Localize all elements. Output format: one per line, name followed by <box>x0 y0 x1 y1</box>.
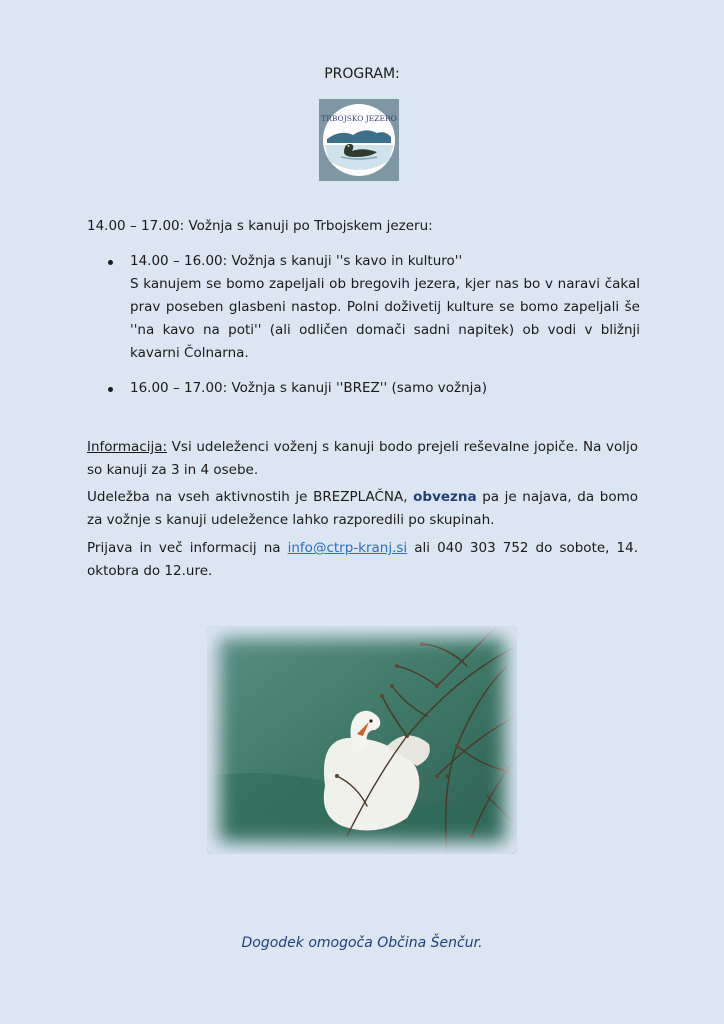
logo-lettering: TRBOJSKO JEZERO <box>321 114 397 123</box>
item-heading: 14.00 – 16.00: Vožnja s kanuji ''s kavo in kulturo'' <box>130 253 463 269</box>
item-body: S kanujem se bomo zapeljali ob bregovih jezera, kjer nas bo v naravi čakal prav poseben glasbeni nastop. Polni doživetij kulture se bomo zapeljali še ''na kavo na poti'' (ali odličen domači sadni napitek) ob vodi v bližnji kavarni Čolnarna. <box>130 276 640 361</box>
swan-photo <box>207 626 517 854</box>
participation-after: pa je najava, da bomo za vožnje s kanuji udeležence lahko razporedili po skupinah. <box>87 489 638 528</box>
participation-paragraph <box>87 486 638 532</box>
signup-after: ali 040 303 752 do sobote, 14. oktobra do 12.ure. <box>87 540 638 579</box>
list-item <box>100 377 640 400</box>
participation-emphasis: obvezna <box>413 489 477 505</box>
participation-before: Udeležba na vseh aktivnostih je BREZPLAČNA, <box>87 489 414 505</box>
signup-paragraph <box>87 537 638 583</box>
info-paragraph <box>87 436 638 482</box>
item-heading: 16.00 – 17.00: Vožnja s kanuji ''BREZ'' (samo vožnja) <box>130 380 487 396</box>
intro-line: 14.00 – 17.00: Vožnja s kanuji po Trbojskem jezeru: <box>87 218 433 234</box>
footer-credit: Dogodek omogoča Občina Šenčur. <box>241 935 483 951</box>
list-item <box>100 250 640 365</box>
page-title: PROGRAM: <box>324 66 400 82</box>
info-text: Vsi udeleženci voženj s kanuji bodo prejeli reševalne jopiče. Na voljo so kanuji za 3 in 4 osebe. <box>87 439 638 478</box>
info-label: Informacija: <box>87 439 168 455</box>
trbojsko-jezero-logo <box>319 99 399 181</box>
email-link[interactable]: info@ctrp-kranj.si <box>287 540 408 556</box>
program-list <box>100 250 640 400</box>
signup-before: Prijava in več informacij na <box>87 540 288 556</box>
